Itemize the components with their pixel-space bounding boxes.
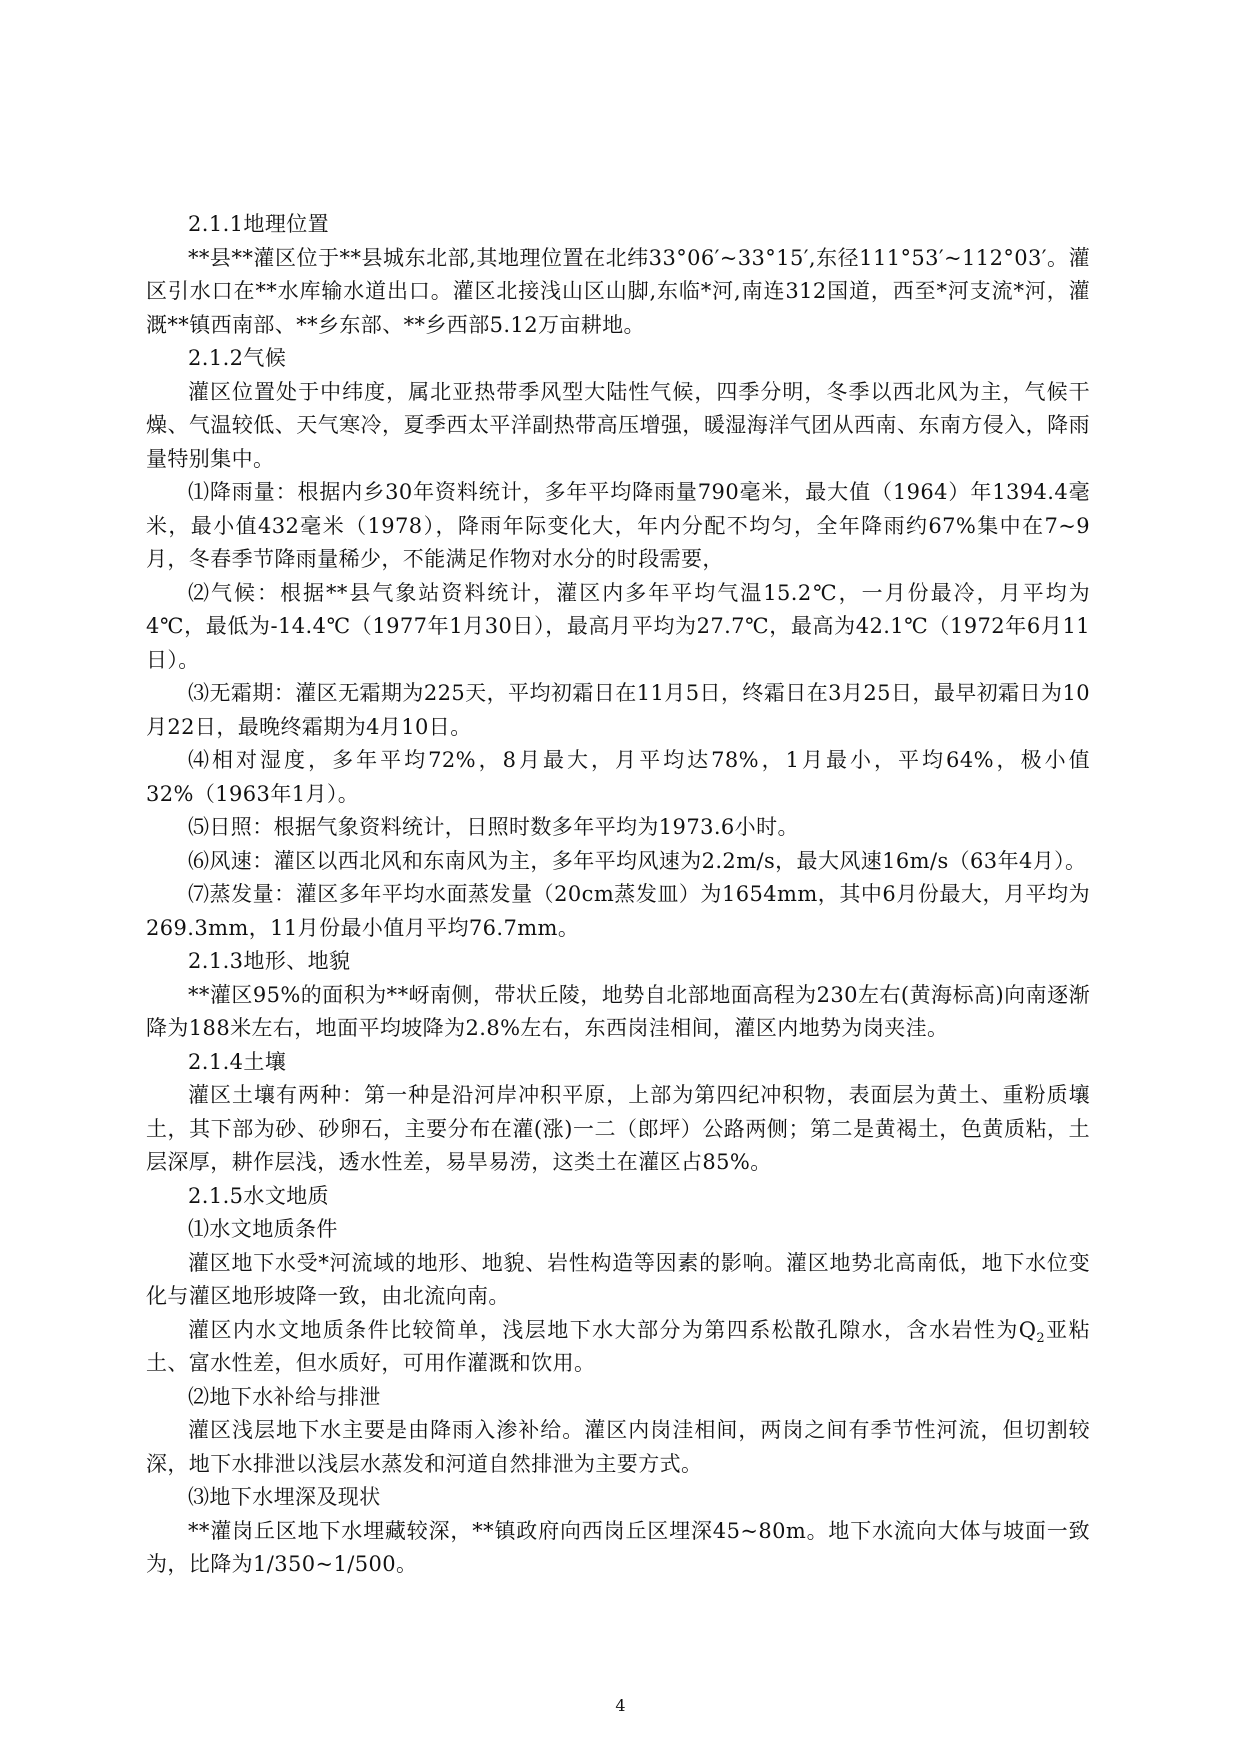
climate-item-rainfall: ⑴降雨量：根据内乡30年资料统计，多年平均降雨量790毫米，最大值（1964）年1394.4毫米，最小值432毫米（1978），降雨年际变化大，年内分配不均匀，全年降雨约67%集中在7~9月，冬春季节降雨量稀少，不能满足作物对水分的时段需要， xyxy=(146,480,1090,571)
section-heading-hydrogeology: 2.1.5水文地质 xyxy=(188,1183,330,1208)
section-heading-soil: 2.1.4土壤 xyxy=(188,1049,287,1074)
subheading-hydrogeology-conditions: ⑴水文地质条件 xyxy=(188,1217,338,1241)
subheading-recharge-discharge: ⑵地下水补给与排泄 xyxy=(188,1384,381,1409)
paragraph-geography: **县**灌区位于**县城东北部,其地理位置在北纬33°06′~33°15′,东径111°53′~112°03′。灌区引水口在**水库输水道出口。灌区北接浅山区山脚,东临*河,南连312国道，西至*河支流*河，灌溉**镇西南部、**乡东部、**乡西部5.12万亩耕地。 xyxy=(146,245,1090,337)
climate-item-temperature: ⑵气候：根据**县气象站资料统计，灌区内多年平均气温15.2℃，一月份最冷，月平均为4℃，最低为-14.4℃（1977年1月30日），最高月平均为27.7℃，最高为42.1℃（1972年6月11日）。 xyxy=(146,580,1090,672)
paragraph-terrain: **灌区95%的面积为**岈南侧，带状丘陵，地势自北部地面高程为230左右(黄海标高)向南逐渐降为188米左右，地面平均坡降为2.8%左右，东西岗洼相间，灌区内地势为岗夹洼。 xyxy=(146,982,1090,1040)
climate-item-wind: ⑹风速：灌区以西北风和东南风为主，多年平均风速为2.2m/s，最大风速16m/s（63年4月）。 xyxy=(188,848,1087,873)
climate-item-humidity: ⑷相对湿度，多年平均72%，8月最大，月平均达78%，1月最小，平均64%，极小值32%（1963年1月）。 xyxy=(146,748,1090,806)
paragraph-soil: 灌区土壤有两种：第一种是沿河岸冲积平原，上部为第四纪冲积物，表面层为黄土、重粉质壤土，其下部为砂、砂卵石，主要分布在灌(涨)一二（郎坪）公路两侧；第二是黄褐土，色黄质粘，土层深厚，耕作层浅，透水性差，易旱易涝，这类土在灌区占85%。 xyxy=(146,1083,1090,1174)
paragraph-recharge-discharge: 灌区浅层地下水主要是由降雨入渗补给。灌区内岗洼相间，两岗之间有季节性河流，但切割较深，地下水排泄以浅层水蒸发和河道自然排泄为主要方式。 xyxy=(146,1418,1090,1476)
subheading-groundwater-depth: ⑶地下水埋深及现状 xyxy=(188,1485,381,1509)
page-number: 4 xyxy=(615,1696,626,1715)
text-segment: 亚粘土、富水性差，但水质好，可用作灌溉和饮用。 xyxy=(146,1317,1090,1375)
section-heading-terrain: 2.1.3地形、地貌 xyxy=(188,949,351,973)
paragraph-hydrogeology-1: 灌区地下水受*河流域的地形、地貌、岩性构造等因素的影响。灌区地势北高南低，地下水位变化与灌区地形坡降一致，由北流向南。 xyxy=(146,1250,1090,1308)
paragraph-groundwater-depth: **灌岗丘区地下水埋藏较深，**镇政府向西岗丘区埋深45~80m。地下水流向大体与坡面一致为，比降为1/350~1/500。 xyxy=(146,1518,1090,1576)
paragraph-climate: 灌区位置处于中纬度，属北亚热带季风型大陆性气候，四季分明，冬季以西北风为主，气候干燥、气温较低、天气寒冷，夏季西太平洋副热带高压增强，暖湿海洋气团从西南、东南方侵入，降雨量特别集中。 xyxy=(146,379,1090,471)
section-heading-geography: 2.1.1地理位置 xyxy=(188,212,330,236)
subscript: 2 xyxy=(1036,1330,1046,1346)
climate-item-evaporation: ⑺蒸发量：灌区多年平均水面蒸发量（20cm蒸发皿）为1654mm，其中6月份最大，月平均为269.3mm，11月份最小值月平均76.7mm。 xyxy=(146,882,1090,940)
paragraph-hydrogeology-2 xyxy=(146,1314,1090,1381)
text-segment: 灌区内水文地质条件比较简单，浅层地下水大部分为第四系松散孔隙水，含水岩性为Q xyxy=(188,1317,1037,1342)
climate-item-sunshine: ⑸日照：根据气象资料统计，日照时数多年平均为1973.6小时。 xyxy=(188,815,799,839)
climate-item-frost-free: ⑶无霜期：灌区无霜期为225天，平均初霜日在11月5日，终霜日在3月25日，最早初霜日为10月22日，最晚终霜期为4月10日。 xyxy=(146,681,1090,739)
section-heading-climate: 2.1.2气候 xyxy=(188,346,287,370)
document-body xyxy=(146,208,1090,1582)
